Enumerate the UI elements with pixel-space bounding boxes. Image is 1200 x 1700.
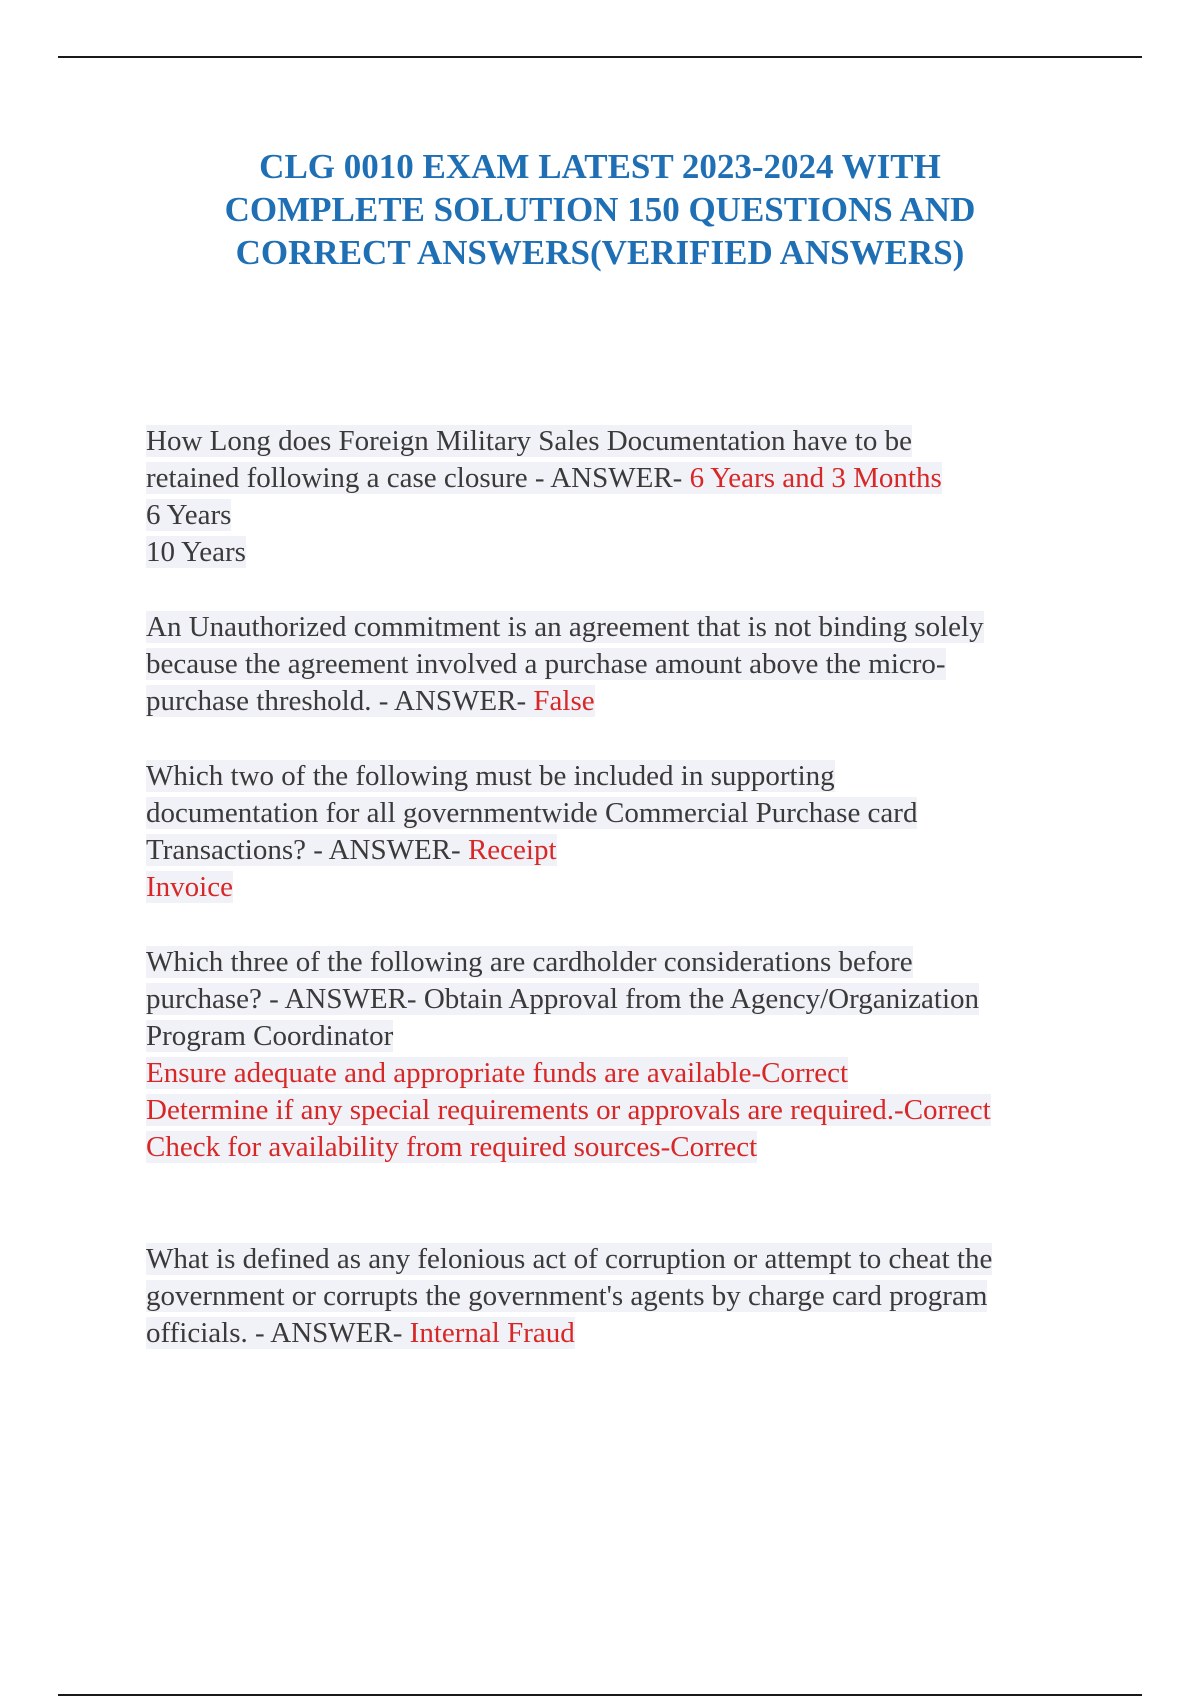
question-4-line-2: purchase? - ANSWER- Obtain Approval from the Agency/Organization (146, 983, 979, 1015)
question-4-line-3: Program Coordinator (146, 1020, 394, 1052)
question-5-line-3: officials. - ANSWER- (146, 1317, 410, 1349)
question-2-line-1: An Unauthorized commitment is an agreement that is not binding solely (146, 611, 984, 643)
question-block-1 (146, 423, 1096, 571)
question-1-option-2: 10 Years (146, 536, 246, 568)
question-4-line-1: Which three of the following are cardholder considerations before (146, 946, 913, 978)
question-block-4 (146, 944, 1096, 1166)
document-title (100, 145, 1100, 274)
question-5-answer: Internal Fraud (409, 1317, 575, 1349)
question-3-answer: Receipt (467, 834, 557, 866)
question-1-answer: 6 Years and 3 Months (689, 462, 942, 494)
title-line-1: CLG 0010 EXAM LATEST 2023-2024 WITH (259, 147, 941, 186)
title-line-3: CORRECT ANSWERS(VERIFIED ANSWERS) (235, 233, 965, 272)
question-2-answer: False (533, 685, 595, 717)
question-3-line-2: documentation for all governmentwide Commercial Purchase card (146, 797, 918, 829)
question-1-line-2: retained following a case closure - ANSWER- (146, 462, 690, 494)
question-block-3 (146, 758, 1096, 906)
question-block-2 (146, 609, 1096, 720)
question-4-answer-2: Determine if any special requirements or approvals are required.-Correct (146, 1094, 991, 1126)
question-2-line-3: purchase threshold. - ANSWER- (146, 685, 534, 717)
bottom-rule (58, 1694, 1142, 1696)
question-2-line-2: because the agreement involved a purchase amount above the micro- (146, 648, 946, 680)
question-1-line-1: How Long does Foreign Military Sales Documentation have to be (146, 425, 912, 457)
question-4-answer-1: Ensure adequate and appropriate funds are available-Correct (146, 1057, 849, 1089)
question-3-answer-2: Invoice (146, 871, 233, 903)
question-3-line-1: Which two of the following must be included in supporting (146, 760, 835, 792)
question-5-line-1: What is defined as any felonious act of corruption or attempt to cheat the (146, 1243, 993, 1275)
question-5-line-2: government or corrupts the government's agents by charge card program (146, 1280, 988, 1312)
title-line-2: COMPLETE SOLUTION 150 QUESTIONS AND (224, 190, 976, 229)
top-rule (58, 56, 1142, 58)
question-1-option-1: 6 Years (146, 499, 232, 531)
question-3-line-3: Transactions? - ANSWER- (146, 834, 468, 866)
question-block-5 (146, 1241, 1096, 1352)
question-4-answer-3: Check for availability from required sources-Correct (146, 1131, 758, 1163)
